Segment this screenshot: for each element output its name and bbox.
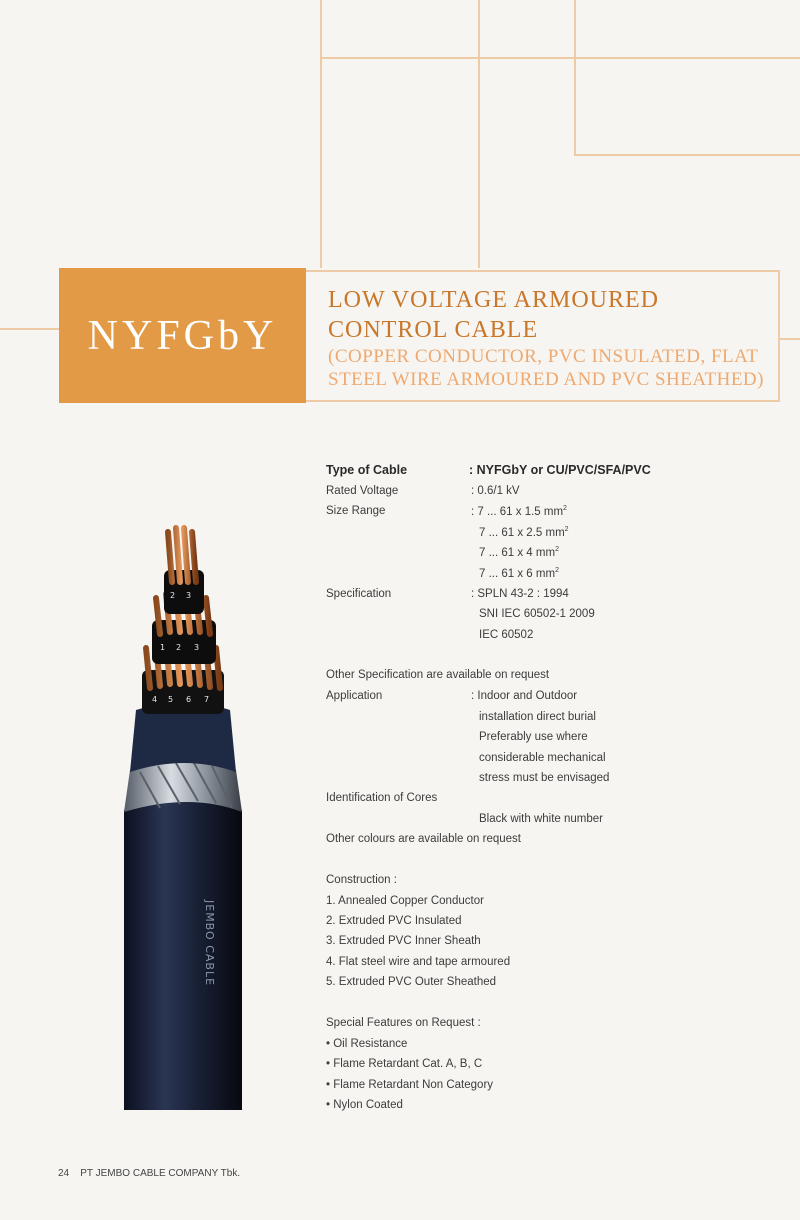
special-feature-item: • Flame Retardant Non Category	[326, 1079, 494, 1091]
size-value-text: : 7 ... 61 x 1.5 mm	[471, 505, 564, 518]
construction-item: 4. Flat steel wire and tape armoured	[326, 956, 511, 968]
footer	[58, 1168, 240, 1179]
application-value: installation direct burial	[479, 711, 596, 723]
special-feature-item: • Oil Resistance	[326, 1038, 408, 1050]
company-name: PT JEMBO CABLE COMPANY Tbk.	[80, 1168, 241, 1179]
svg-text:1: 1	[160, 643, 166, 652]
construction-item: 1. Annealed Copper Conductor	[326, 895, 484, 907]
special-feature-item: • Nylon Coated	[326, 1099, 403, 1111]
specification-label: Specification	[326, 588, 392, 600]
page-number: 24	[58, 1168, 70, 1179]
construction-item: 5. Extruded PVC Outer Sheathed	[326, 976, 497, 988]
size-label: Size Range	[326, 505, 386, 517]
svg-text:2: 2	[176, 643, 182, 652]
size-value-text: 7 ... 61 x 2.5 mm	[479, 526, 565, 539]
decor-line	[320, 0, 322, 268]
specification-value: IEC 60502	[479, 629, 534, 641]
decor-line	[322, 57, 800, 59]
svg-text:5: 5	[168, 695, 174, 704]
svg-text:4: 4	[152, 695, 158, 704]
cores-label: Identification of Cores	[326, 792, 438, 804]
cable-print: JEMBO CABLE	[203, 900, 216, 987]
size-unit-exp: 2	[564, 526, 569, 533]
decor-line	[0, 328, 60, 330]
special-features-heading: Special Features on Request :	[326, 1017, 481, 1029]
size-unit-exp: 2	[555, 546, 559, 553]
type-value: : NYFGbY or CU/PVC/SFA/PVC	[469, 463, 651, 477]
size-unit-exp: 2	[563, 505, 567, 512]
size-value	[471, 505, 567, 518]
other-colours-note: Other colours are available on request	[326, 833, 521, 845]
size-value	[479, 526, 569, 539]
size-value	[479, 546, 559, 559]
product-title	[328, 285, 788, 391]
voltage-label: Rated Voltage	[326, 485, 399, 497]
voltage-value: : 0.6/1 kV	[471, 485, 520, 497]
title-line-2: CONTROL CABLE	[328, 317, 539, 343]
title-line-4: STEEL WIRE ARMOURED AND PVC SHEATHED)	[328, 369, 764, 390]
application-value: : Indoor and Outdoor	[471, 690, 578, 702]
svg-text:3: 3	[194, 643, 200, 652]
application-label: Application	[326, 690, 383, 702]
application-value: stress must be envisaged	[479, 772, 610, 784]
application-value: Preferably use where	[479, 731, 588, 743]
svg-text:7: 7	[204, 695, 210, 704]
core-layer	[164, 528, 204, 614]
cable-illustration	[110, 520, 270, 1120]
specification-value: SNI IEC 60502-1 2009	[479, 608, 595, 620]
application-value: considerable mechanical	[479, 752, 606, 764]
svg-text:6: 6	[186, 695, 192, 704]
construction-item: 3. Extruded PVC Inner Sheath	[326, 935, 481, 947]
size-unit-exp: 2	[555, 567, 559, 574]
title-line-1: LOW VOLTAGE ARMOURED	[328, 287, 659, 313]
type-label: Type of Cable	[326, 463, 408, 477]
svg-text:2: 2	[170, 591, 176, 600]
product-code: NYFGbY	[87, 312, 278, 359]
svg-text:3: 3	[186, 591, 192, 600]
outer-sheath	[124, 800, 242, 1110]
size-value	[479, 567, 559, 580]
construction-item: 2. Extruded PVC Insulated	[326, 915, 462, 927]
special-feature-item: • Flame Retardant Cat. A, B, C	[326, 1058, 483, 1070]
decor-line	[478, 0, 480, 268]
title-line-3: (COPPER CONDUCTOR, PVC INSULATED, FLAT	[328, 346, 759, 367]
cores-value: Black with white number	[479, 813, 603, 825]
construction-heading: Construction :	[326, 874, 397, 886]
size-value-text: 7 ... 61 x 4 mm	[479, 546, 556, 559]
other-spec-note: Other Specification are available on request	[326, 669, 550, 681]
specification-value: : SPLN 43-2 : 1994	[471, 588, 569, 600]
product-code-block	[59, 268, 306, 403]
decor-line	[574, 0, 576, 156]
size-value-text: 7 ... 61 x 6 mm	[479, 567, 556, 580]
decor-line	[574, 154, 800, 156]
